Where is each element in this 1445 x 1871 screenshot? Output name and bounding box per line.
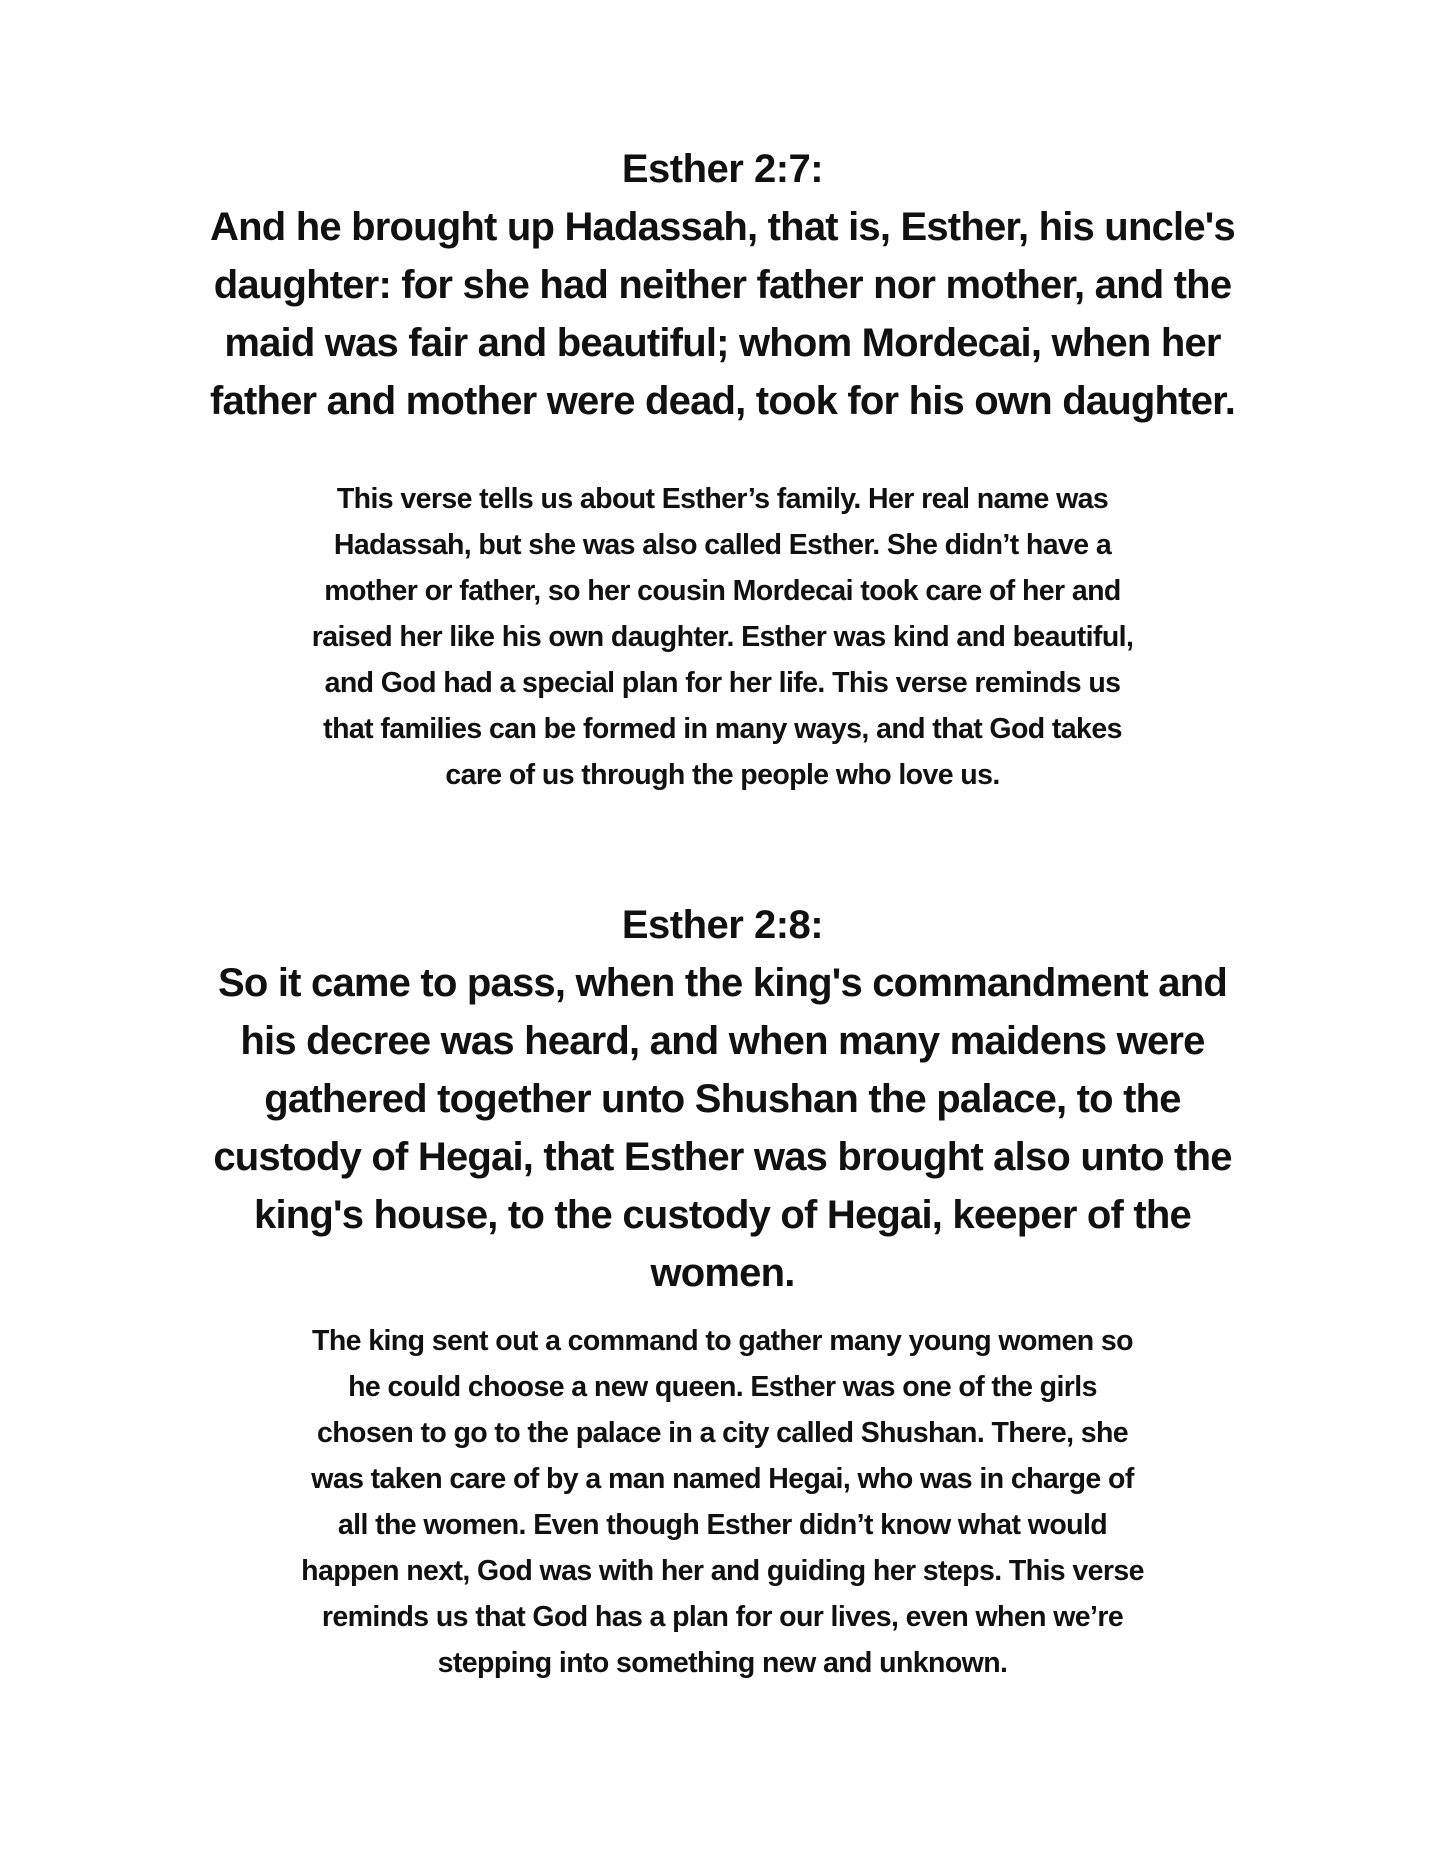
explanation-line: reminds us that God has a plan for our lives, even when we’re — [321, 1601, 1124, 1633]
verse-line: maid was fair and beautiful; whom Mordecai, when her — [224, 321, 1221, 365]
verse-section-esther-2-8 — [0, 896, 1445, 1302]
explanation-line: and God had a special plan for her life. This verse reminds us — [324, 667, 1121, 699]
verse-text — [0, 954, 1445, 1302]
verse-section-esther-2-7 — [0, 140, 1445, 430]
explanation-line: chosen to go to the palace in a city called Shushan. There, she — [316, 1417, 1129, 1449]
explanation-line: care of us through the people who love us. — [445, 759, 1000, 791]
explanation-line: happen next, God was with her and guiding her steps. This verse — [301, 1555, 1144, 1587]
explanation-esther-2-8 — [0, 1318, 1445, 1686]
verse-text — [0, 198, 1445, 430]
verse-line: his decree was heard, and when many maidens were — [240, 1019, 1205, 1063]
explanation-line: raised her like his own daughter. Esther was kind and beautiful, — [311, 621, 1134, 653]
verse-line: And he brought up Hadassah, that is, Esther, his uncle's — [210, 205, 1235, 249]
verse-reference: Esther 2:8: — [621, 903, 824, 947]
explanation-line: he could choose a new queen. Esther was one of the girls — [348, 1371, 1097, 1403]
verse-line: daughter: for she had neither father nor mother, and the — [213, 263, 1232, 307]
verse-line: So it came to pass, when the king's commandment and — [218, 961, 1227, 1005]
explanation-line: that families can be formed in many ways, and that God takes — [323, 713, 1122, 745]
explanation-line: This verse tells us about Esther’s family. Her real name was — [336, 483, 1109, 515]
verse-line: gathered together unto Shushan the palace, to the — [264, 1077, 1181, 1121]
explanation-line: stepping into something new and unknown. — [437, 1647, 1008, 1679]
verse-reference: Esther 2:7: — [621, 147, 824, 191]
explanation-esther-2-7 — [0, 476, 1445, 798]
verse-line: women. — [650, 1251, 795, 1295]
verse-line: king's house, to the custody of Hegai, keeper of the — [254, 1193, 1191, 1237]
explanation-line: was taken care of by a man named Hegai, who was in charge of — [311, 1463, 1134, 1495]
explanation-line: The king sent out a command to gather many young women so — [312, 1325, 1133, 1357]
verse-line: custody of Hegai, that Esther was brought also unto the — [213, 1135, 1232, 1179]
explanation-line: Hadassah, but she was also called Esther. She didn’t have a — [333, 529, 1112, 561]
explanation-line: all the women. Even though Esther didn’t know what would — [337, 1509, 1108, 1541]
explanation-line: mother or father, so her cousin Mordecai took care of her and — [324, 575, 1121, 607]
verse-line: father and mother were dead, took for his own daughter. — [209, 379, 1236, 423]
